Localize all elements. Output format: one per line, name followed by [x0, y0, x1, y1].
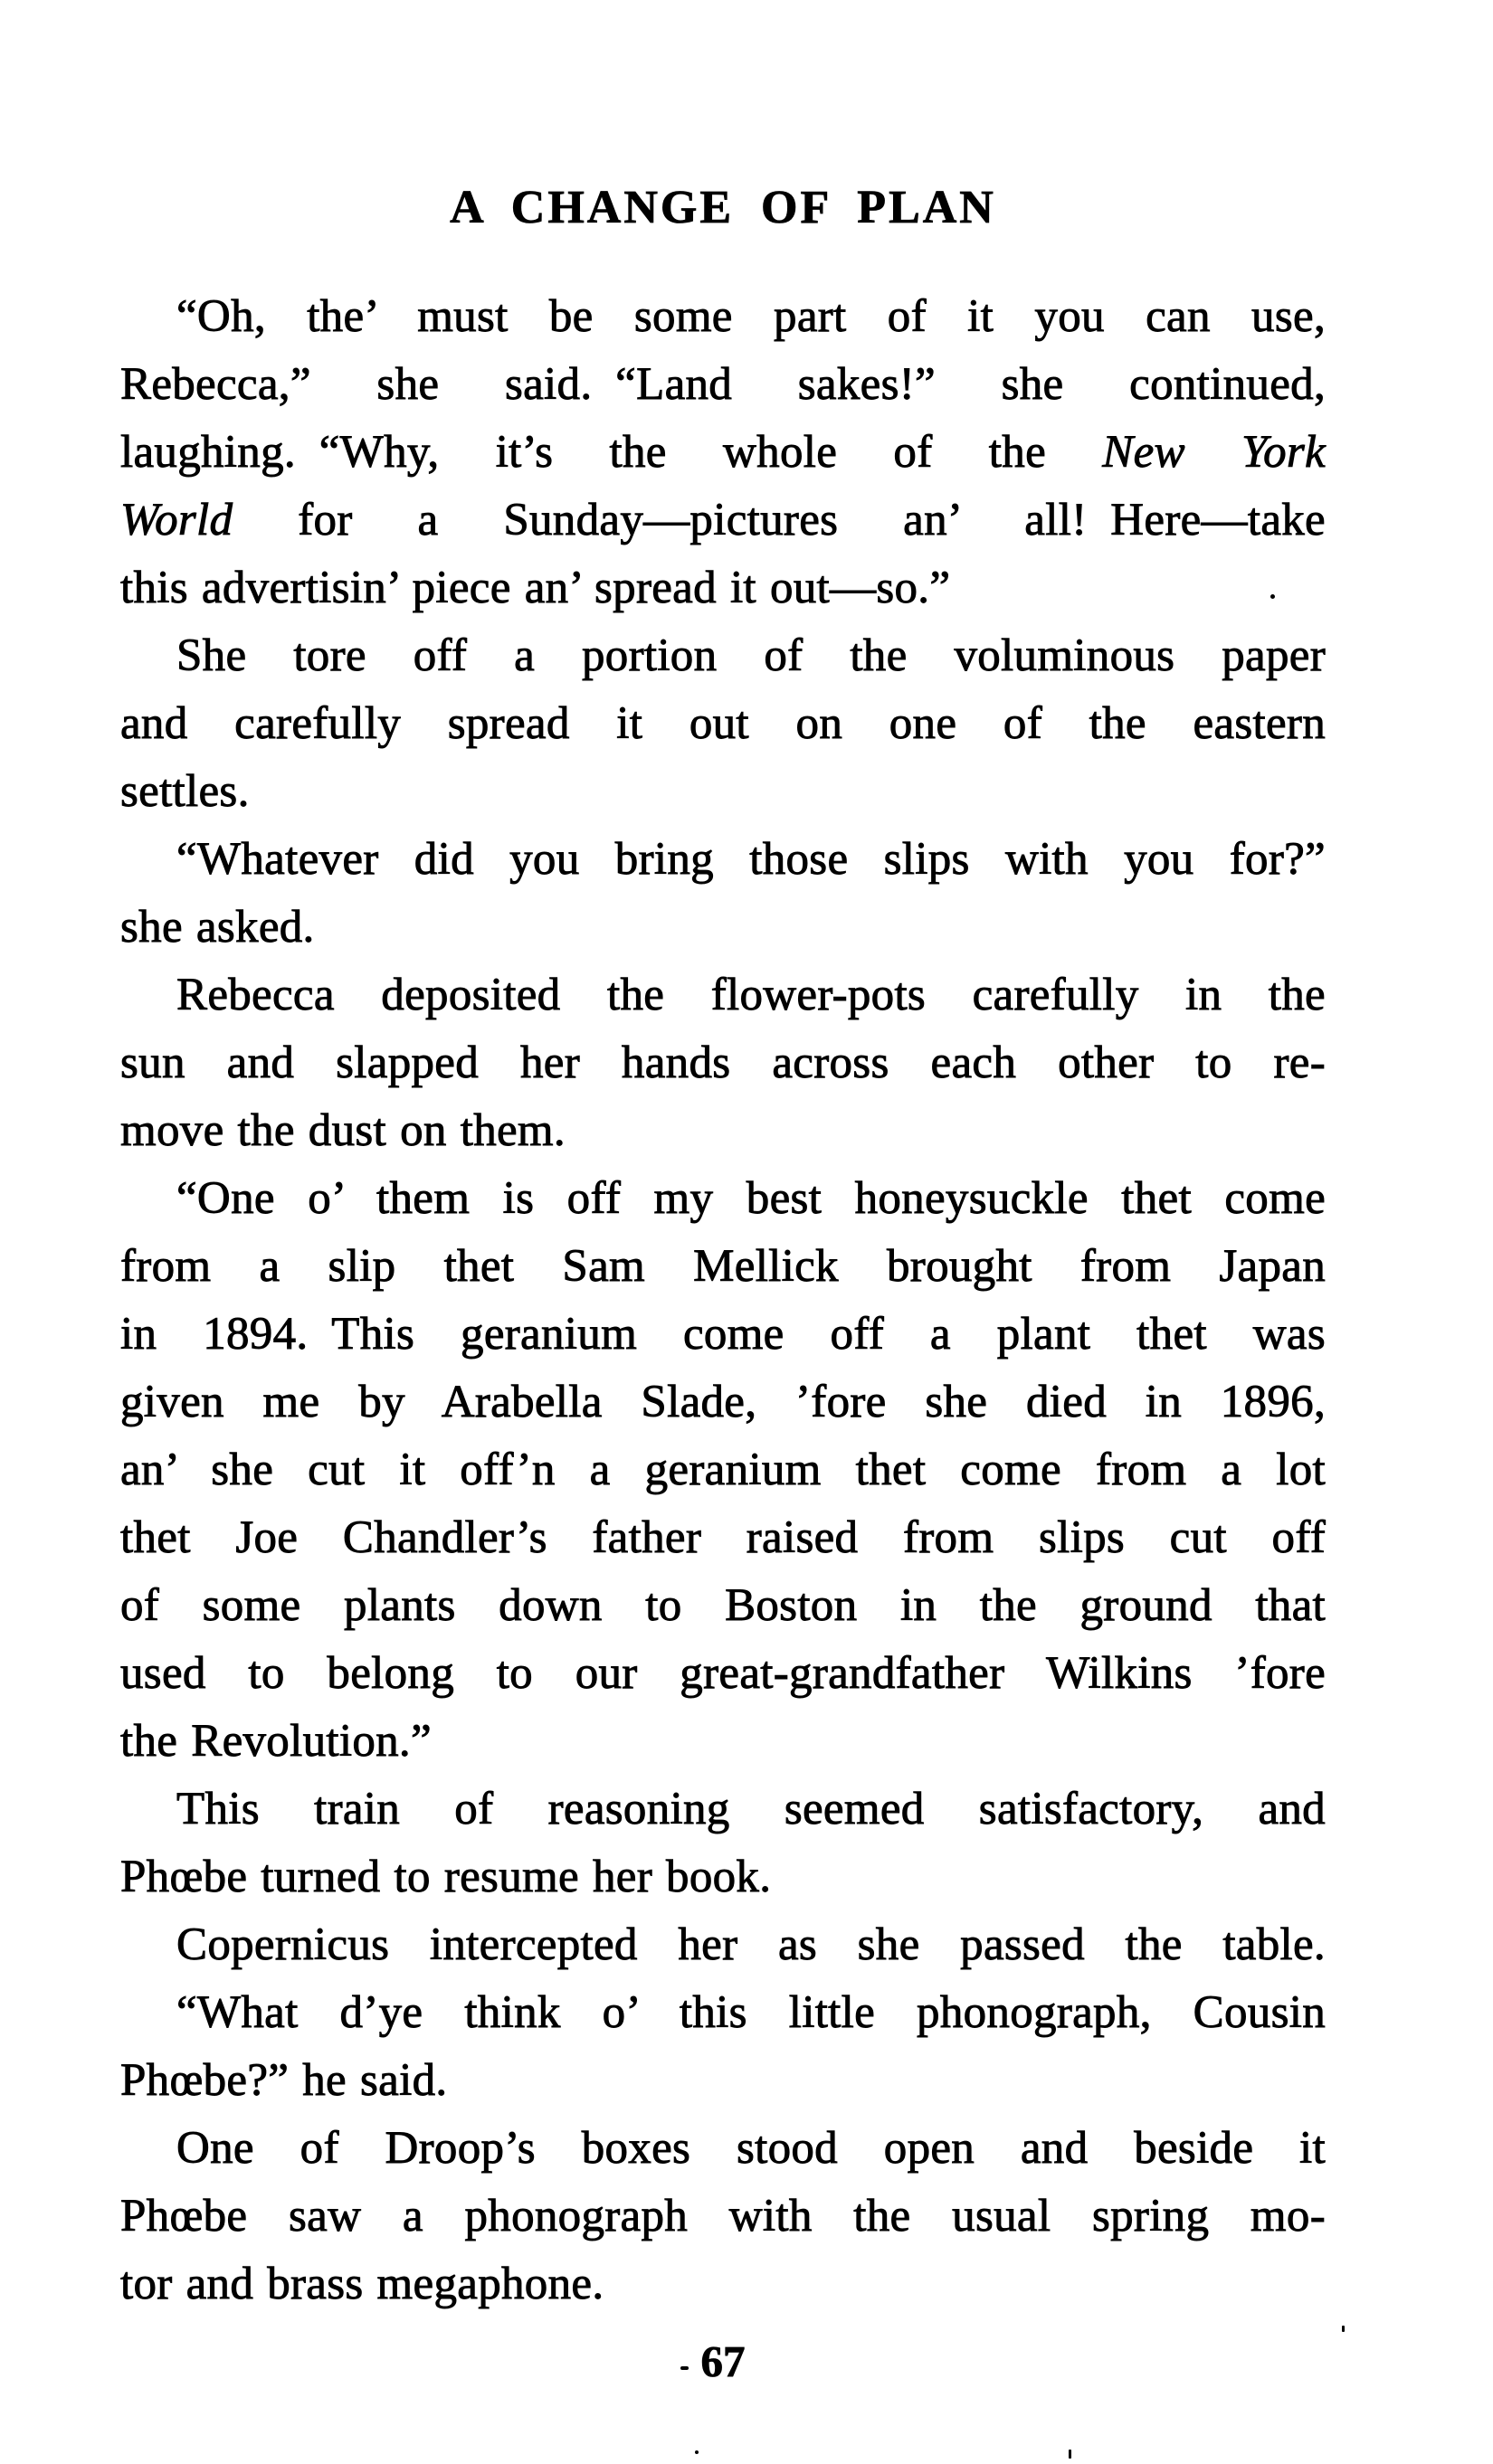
text-segment: Phœbe turned to resume her book. — [120, 1852, 772, 1902]
text-line — [120, 1776, 1326, 1843]
scan-speck — [1069, 2450, 1071, 2459]
text-line — [120, 1097, 1326, 1165]
text-line — [120, 1436, 1326, 1504]
text-line — [120, 1233, 1326, 1301]
text-line — [120, 826, 1326, 894]
text-line — [120, 2047, 1326, 2115]
scan-speck — [1342, 2326, 1345, 2332]
text-segment: settles. — [120, 766, 250, 817]
text-segment: Rebecca deposited the flower-pots carefully in the — [176, 970, 1326, 1020]
text-line — [120, 351, 1326, 419]
text-segment: given me by Arabella Slade, ’fore she died in 1896, — [120, 1377, 1326, 1427]
text-segment: “Whatever did you bring those slips with you for?” — [176, 834, 1326, 885]
text-segment: the Revolution.” — [120, 1716, 432, 1767]
text-line — [120, 2183, 1326, 2251]
text-segment: Phœbe?” he said. — [120, 2055, 448, 2106]
text-segment: One of Droop’s boxes stood open and beside it — [176, 2123, 1326, 2174]
text-line — [120, 419, 1326, 487]
text-line — [120, 1029, 1326, 1097]
text-segment: This train of reasoning seemed satisfactory, and — [176, 1784, 1326, 1834]
text-segment: of some plants down to Boston in the ground that — [120, 1580, 1326, 1631]
text-segment: from a slip thet Sam Mellick brought from Japan — [120, 1241, 1326, 1292]
text-line — [120, 894, 1326, 962]
text-line — [120, 2251, 1326, 2318]
text-segment: in 1894. This geranium come off a plant thet was — [120, 1309, 1326, 1360]
text-line — [120, 690, 1326, 758]
text-segment: Copernicus intercepted her as she passed the table. — [176, 1919, 1326, 1970]
text-line — [120, 554, 1326, 622]
text-segment: for a Sunday—pictures an’ all! Here—take — [233, 495, 1326, 545]
text-segment: tor and brass megaphone. — [120, 2259, 604, 2309]
text-segment: used to belong to our great-grandfather Wilkins ’fore — [120, 1648, 1326, 1699]
chapter-header: A CHANGE OF PLAN — [450, 182, 996, 233]
text-segment: “What d’ye think o’ this little phonograph, Cousin — [176, 1987, 1326, 2038]
text-segment: Rebecca,” she said. “Land sakes!” she continued, — [120, 359, 1326, 410]
scan-speck — [680, 2366, 689, 2370]
scan-speck — [1270, 594, 1275, 599]
text-segment: “Oh, the’ must be some part of it you can use, — [176, 291, 1326, 342]
text-line — [120, 1165, 1326, 1233]
text-line — [120, 1640, 1326, 1708]
text-line — [120, 2115, 1326, 2183]
text-line — [120, 1504, 1326, 1572]
text-line — [120, 1843, 1326, 1911]
text-segment: “One o’ them is off my best honeysuckle thet come — [176, 1173, 1326, 1224]
page-number: 67 — [700, 2336, 746, 2386]
text-line — [120, 758, 1326, 826]
text-segment: an’ she cut it off’n a geranium thet come from a lot — [120, 1445, 1326, 1495]
text-line — [120, 1979, 1326, 2047]
text-line — [120, 622, 1326, 690]
text-line — [120, 487, 1326, 554]
italic-text: World — [120, 495, 233, 545]
text-segment: this advertisin’ piece an’ spread it out—so.” — [120, 563, 951, 613]
scan-speck — [695, 2450, 699, 2454]
italic-text: New York — [1102, 427, 1326, 478]
text-line — [120, 962, 1326, 1029]
text-segment: and carefully spread it out on one of the eastern — [120, 698, 1326, 749]
text-segment: laughing. “Why, it’s the whole of the — [120, 427, 1103, 478]
text-line — [120, 1572, 1326, 1640]
text-segment: she asked. — [120, 902, 315, 952]
text-segment: move the dust on them. — [120, 1105, 566, 1156]
text-line — [120, 283, 1326, 351]
text-segment: Phœbe saw a phonograph with the usual spring mo- — [120, 2191, 1326, 2241]
text-line — [120, 1911, 1326, 1979]
text-line — [120, 1708, 1326, 1776]
text-line — [120, 1301, 1326, 1369]
body-text — [120, 283, 1326, 2318]
text-line — [120, 1369, 1326, 1436]
text-segment: sun and slapped her hands across each other to re- — [120, 1038, 1326, 1088]
text-segment: She tore off a portion of the voluminous paper — [176, 630, 1326, 681]
text-segment: thet Joe Chandler’s father raised from slips cut off — [120, 1512, 1326, 1563]
